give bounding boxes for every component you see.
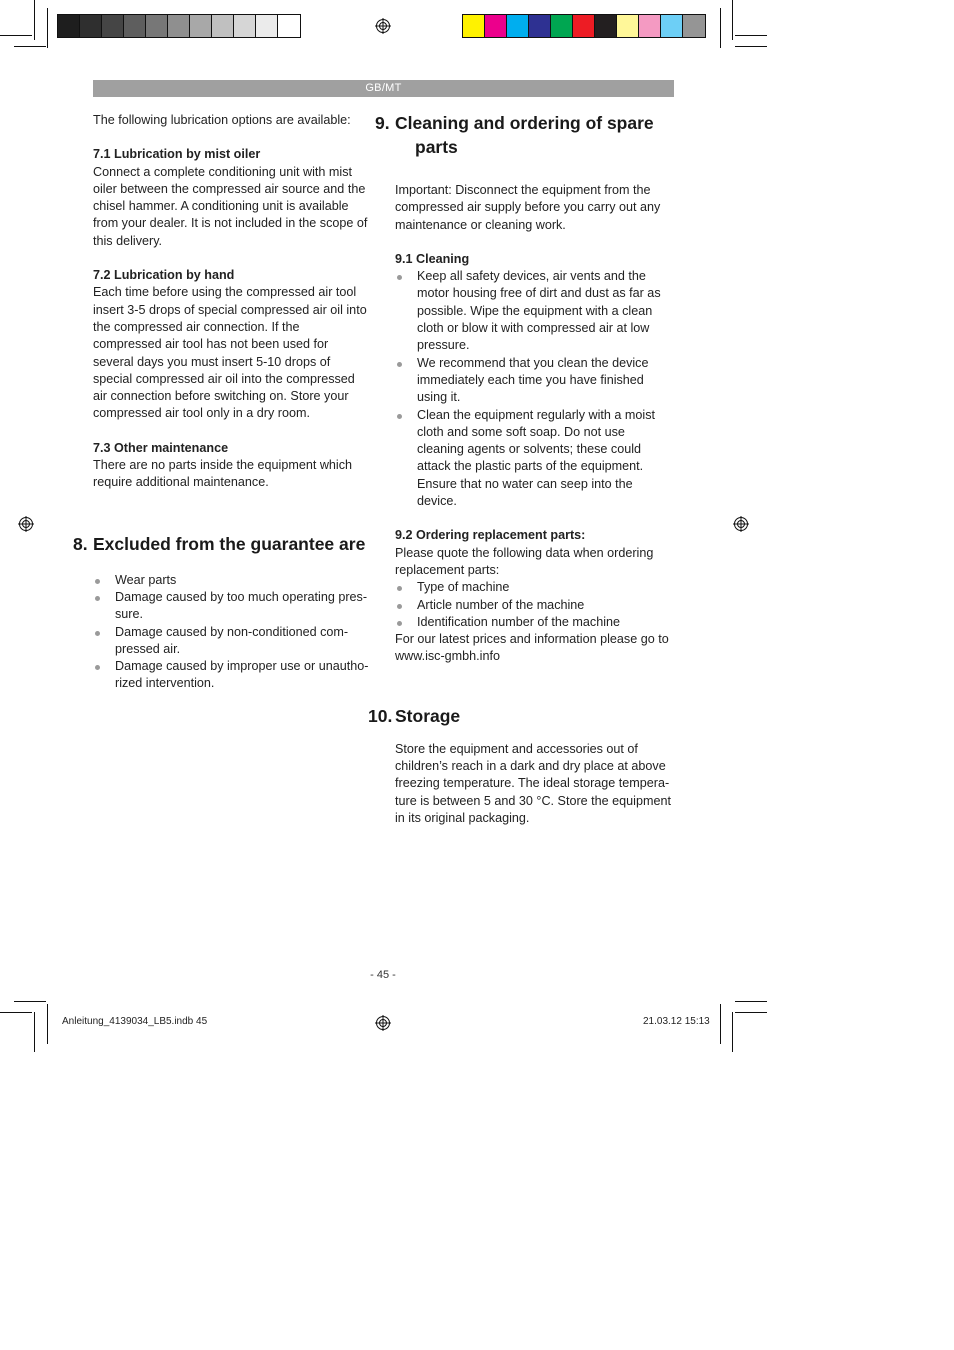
replacement-data-list — [395, 579, 675, 631]
right-column — [368, 111, 675, 827]
section-9-title: Cleaning and ordering of spare parts — [395, 113, 654, 157]
crop-mark — [14, 46, 46, 47]
list-item: Damage caused by too much operating pres-sure. — [93, 589, 371, 624]
section-7-3-title: 7.3 Other maintenance — [93, 440, 229, 455]
registration-mark-icon — [375, 18, 391, 34]
section-9-text: Important: Disconnect the equipment from the compressed air supply before you carry out any maintenance or cleaning work. — [395, 183, 661, 232]
section-9-heading: 9. Cleaning and ordering of spare parts — [375, 113, 654, 157]
language-header-band — [93, 80, 674, 97]
color-swatch — [507, 15, 529, 37]
color-swatch — [146, 15, 168, 37]
color-swatch — [212, 15, 234, 37]
page-number: - 45 - — [370, 969, 396, 981]
color-swatch — [551, 15, 573, 37]
section-9-1-title: 9.1 Cleaning — [395, 251, 470, 266]
color-swatch — [683, 15, 705, 37]
list-item: Wear parts — [93, 572, 371, 589]
list-item: We recommend that you clean the device immediately each time you have finished using it. — [395, 355, 675, 407]
color-swatch — [278, 15, 300, 37]
section-10-text: Store the equipment and accessories out of children’s reach in a dark and dry place at above freezing temperature. The ideal storage tempera-ture is between 5 and 30 °C. Store the equipment in its original packaging. — [395, 741, 671, 825]
crop-mark — [47, 8, 48, 48]
section-9-2-title: 9.2 Ordering replacement parts: — [395, 528, 586, 543]
color-swatch — [573, 15, 595, 37]
section-7-2-title: 7.2 Lubrication by hand — [93, 268, 235, 283]
registration-mark-icon — [18, 516, 34, 532]
intro-text: The following lubrication options are available: — [93, 113, 351, 127]
color-swatch — [124, 15, 146, 37]
registration-mark-icon — [733, 516, 749, 532]
crop-mark — [735, 1012, 767, 1013]
color-swatch — [661, 15, 683, 37]
list-item: Identification number of the machine — [395, 614, 675, 631]
color-swatch — [595, 15, 617, 37]
cleaning-list — [395, 268, 675, 510]
color-swatch — [234, 15, 256, 37]
color-swatch — [617, 15, 639, 37]
crop-mark — [14, 1001, 46, 1002]
crop-mark — [0, 35, 32, 36]
left-column — [73, 112, 371, 693]
color-swatch — [58, 15, 80, 37]
color-swatch — [463, 15, 485, 37]
crop-mark — [47, 1004, 48, 1044]
color-swatch — [80, 15, 102, 37]
color-swatch — [529, 15, 551, 37]
crop-mark — [732, 0, 733, 40]
list-item: Clean the equipment regularly with a moist cloth and some soft soap. Do not use cleaning agents or solvents; these could attack the plastic parts of the equipment. Ensure that no water can seep into the device. — [395, 407, 675, 511]
section-8-title: Excluded from the guarantee are — [93, 533, 366, 554]
list-item: Type of machine — [395, 579, 675, 596]
slug-date: 21.03.12 15:13 — [643, 1016, 710, 1027]
section-9-2-text: Please quote the following data when ordering replacement parts: — [395, 545, 654, 577]
slug-filename: Anleitung_4139034_LB5.indb 45 — [62, 1016, 208, 1027]
process-color-bar — [462, 14, 706, 38]
crop-mark — [720, 8, 721, 48]
color-swatch — [485, 15, 507, 37]
crop-mark — [735, 35, 767, 36]
section-9-2-footer: For our latest prices and information please go to www.isc-gmbh.info — [395, 632, 669, 664]
section-7-2-text: Each time before using the compressed air tool insert 3-5 drops of special compressed air oil into the compressed air connection. If the compressed air tool has not been used for several days you must insert 5-10 drops of special compressed air oil into the compressed air connection before switching on. Store your compressed air tool only in a dry room. — [93, 285, 367, 421]
list-item: Keep all safety devices, air vents and the motor housing free of dirt and dust as far as possible. Wipe the equipment with a clean cloth or blow it with compressed air at low pressure. — [395, 268, 675, 354]
crop-mark — [720, 1004, 721, 1044]
color-swatch — [190, 15, 212, 37]
color-swatch — [102, 15, 124, 37]
crop-mark — [732, 1012, 733, 1052]
guarantee-exclusion-list — [93, 572, 371, 693]
list-item: Damage caused by improper use or unautho-rized intervention. — [93, 658, 371, 693]
crop-mark — [0, 1012, 32, 1013]
crop-mark — [735, 46, 767, 47]
section-8-heading: 8. Excluded from the guarantee are — [73, 533, 366, 554]
color-swatch — [639, 15, 661, 37]
color-swatch — [256, 15, 278, 37]
section-7-3-text: There are no parts inside the equipment which require additional maintenance. — [93, 458, 353, 490]
crop-mark — [735, 1001, 767, 1002]
section-10-title: Storage — [395, 705, 461, 726]
section-7-1-text: Connect a complete conditioning unit with mist oiler between the compressed air source and the chisel hammer. A conditioning unit is available from your dealer. It is not included in the scope of this delivery. — [93, 164, 368, 248]
list-item: Article number of the machine — [395, 597, 675, 614]
grayscale-color-bar — [57, 14, 301, 38]
language-tag: GB/MT — [365, 82, 402, 94]
section-10-heading: 10. Storage — [368, 705, 461, 726]
section-7-1-title: 7.1 Lubrication by mist oiler — [93, 147, 261, 162]
list-item: Damage caused by non-conditioned com-pressed air. — [93, 624, 371, 659]
crop-mark — [34, 0, 35, 40]
color-swatch — [168, 15, 190, 37]
registration-mark-icon — [375, 1015, 391, 1031]
crop-mark — [34, 1012, 35, 1052]
